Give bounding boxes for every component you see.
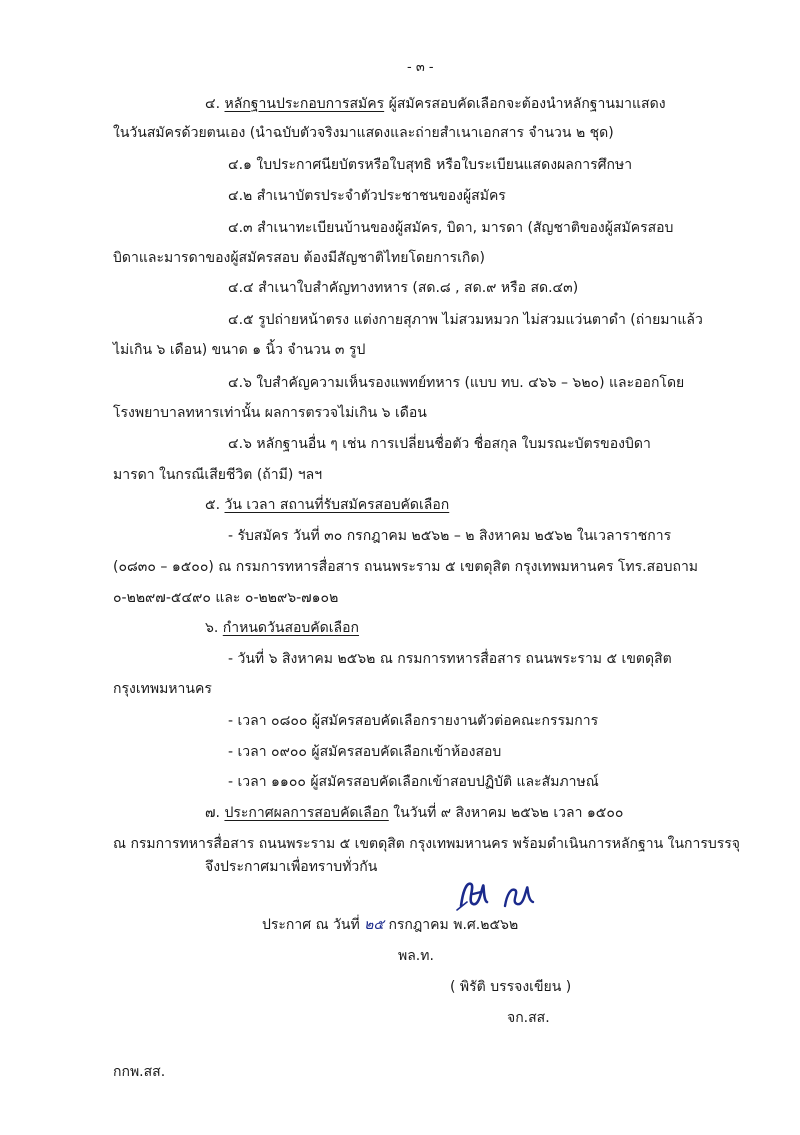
item-4-3-line1: ๔.๓ สำเนาทะเบียนบ้านของผู้สมัคร, บิดา, มารดา (สัญชาติของผู้สมัครสอบ [228,220,674,236]
item-4-6b-line1: ๔.๖ หลักฐานอื่น ๆ เช่น การเปลี่ยนชื่อตัว ชื่อสกุล ใบมรณะบัตรของบิดา [228,436,651,452]
section-7-line2: ณ กรมการทหารสื่อสาร ถนนพระราม ๕ เขตดุสิต กรุงเทพมหานคร พร้อมดำเนินการหลักฐาน ในการบรรจุ [113,836,741,852]
section-7-heading-line [205,803,623,823]
section-6-heading-line [205,618,359,638]
signature-position: จก.สส. [507,1010,550,1026]
section-5-heading-line [205,495,449,515]
section-6-time3: - เวลา ๑๑๐๐ ผู้สมัครสอบคัดเลือกเข้าสอบปฏิบัติ และสัมภาษณ์ [228,774,599,790]
section-6-time2: - เวลา ๐๙๐๐ ผู้สมัครสอบคัดเลือกเข้าห้องสอบ [228,744,502,760]
section-4-number: ๔. [205,96,221,112]
footer-department-code: กกพ.สส. [113,1064,166,1080]
section-5-line2: (๐๘๓๐ – ๑๕๐๐) ณ กรมการทหารสื่อสาร ถนนพระราม ๕ เขตดุสิต กรุงเทพมหานคร โทร.สอบถาม [113,559,699,575]
section-6-time1: - เวลา ๐๘๐๐ ผู้สมัครสอบคัดเลือกรายงานตัวต่อคณะกรรมการ [228,713,599,729]
item-4-5-line1: ๔.๕ รูปถ่ายหน้าตรง แต่งกายสุภาพ ไม่สวมหมวก ไม่สวมแว่นตาดำ (ถ่ายมาแล้ว [228,312,703,328]
section-7-heading: ประกาศผลการสอบคัดเลือก [224,805,389,821]
item-4-6a-line2: โรงพยาบาลทหารเท่านั้น ผลการตรวจไม่เกิน ๖ เดือน [113,405,427,421]
section-7-number: ๗. [205,805,220,821]
closing-statement: จึงประกาศมาเพื่อทราบทั่วกัน [205,859,378,875]
section-4-heading-line [205,94,666,114]
section-6-line1: - วันที่ ๖ สิงหาคม ๒๕๖๒ ณ กรมการทหารสื่อสาร ถนนพระราม ๕ เขตดุสิต [228,651,672,667]
section-6-heading: กำหนดวันสอบคัดเลือก [222,620,360,636]
section-5-number: ๕. [205,497,221,513]
item-4-1: ๔.๑ ใบประกาศนียบัตรหรือใบสุทธิ หรือใบระเบียนแสดงผลการศึกษา [228,157,633,173]
section-6-number: ๖. [205,620,219,636]
section-5-heading: วัน เวลา สถานที่รับสมัครสอบคัดเลือก [224,497,450,513]
section-5-line3: ๐-๒๒๙๗-๕๔๙๐ และ ๐-๒๒๙๖-๗๑๐๒ [113,590,339,606]
section-5-line1: - รับสมัคร วันที่ ๓๐ กรกฎาคม ๒๕๖๒ – ๒ สิงหาคม ๒๕๖๒ ในเวลาราชการ [228,528,672,544]
item-4-4: ๔.๔ สำเนาใบสำคัญทางทหาร (สด.๘ , สด.๙ หรือ สด.๔๓) [228,280,579,296]
page-number: - ๓ - [407,60,434,75]
section-4-heading: หลักฐานประกอบการสมัคร [224,96,385,112]
announcement-day: ๒๕ [364,917,384,933]
signature-rank: พล.ท. [398,948,434,964]
item-4-5-line2: ไม่เกิน ๖ เดือน) ขนาด ๑ นิ้ว จำนวน ๓ รูป [113,342,366,358]
handwritten-signature [453,872,545,922]
item-4-2: ๔.๒ สำเนาบัตรประจำตัวประชาชนของผู้สมัคร [228,188,506,204]
signature-name: ( พิรัติ บรรจงเขียน ) [450,979,572,995]
section-6-line2: กรุงเทพมหานคร [113,681,212,697]
announcement-prefix: ประกาศ ณ วันที่ [262,917,360,933]
section-4-intro-line2: ในวันสมัครด้วยตนเอง (นำฉบับตัวจริงมาแสดงและถ่ายสำเนาเอกสาร จำนวน ๒ ชุด) [113,125,614,141]
item-4-6a-line1: ๔.๖ ใบสำคัญความเห็นรองแพทย์ทหาร (แบบ ทบ. ๔๖๖ – ๖๒๐) และออกโดย [228,375,685,391]
section-4-intro: ผู้สมัครสอบคัดเลือกจะต้องนำหลักฐานมาแสดง [388,96,666,112]
section-7-date: ในวันที่ ๙ สิงหาคม ๒๕๖๒ เวลา ๑๕๐๐ [393,805,624,821]
announcement-month-year: กรกฎาคม พ.ศ.๒๕๖๒ [388,917,519,933]
item-4-3-line2: บิดาและมารดาของผู้สมัครสอบ ต้องมีสัญชาติไทยโดยการเกิด) [113,250,485,266]
item-4-6b-line2: มารดา ในกรณีเสียชีวิต (ถ้ามี) ฯลฯ [113,467,323,483]
